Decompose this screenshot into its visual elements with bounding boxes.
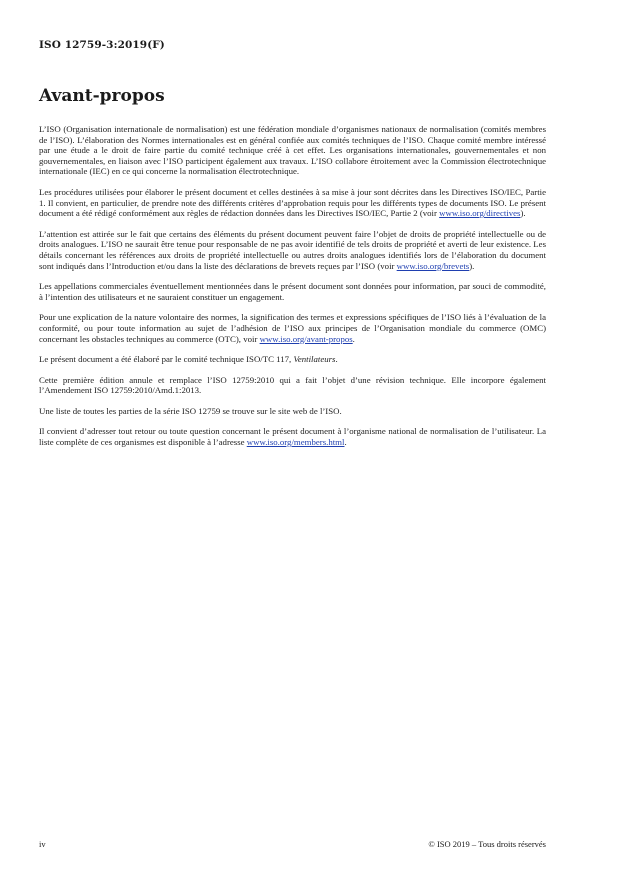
page-number: iv bbox=[39, 839, 46, 849]
copyright-notice: © ISO 2019 – Tous droits réservés bbox=[428, 839, 546, 849]
paragraph-text: Les procédures utilisées pour élaborer le présent document et celles destinées à sa mise à jour sont décrites dans les Directives ISO/IEC, Partie 1. Il convient, en particulier, de prendre note des différents critères d’approbation requis pour les différents types de documents ISO. Le présent document a été rédigé conformément aux règles de rédaction données dans les Directives ISO/IEC, Partie 2 (voir bbox=[39, 186, 546, 219]
document-id: ISO 12759-3:2019(F) bbox=[39, 39, 165, 51]
paragraph-text: Le présent document a été élaboré par le comité technique ISO/TC 117, bbox=[39, 354, 294, 365]
paragraph-tail: . bbox=[335, 354, 338, 365]
committee-name: Ventilateurs bbox=[293, 354, 336, 365]
directives-link[interactable]: www.iso.org/directives bbox=[439, 208, 521, 219]
paragraph-iso-intro: L’ISO (Organisation internationale de normalisation) est une fédération mondiale d’organismes nationaux de normalisation (comités membres de l’ISO). L’élaboration des Normes internationales est en général confiée aux comités techniques de l’ISO. Chaque comité membre intéressé par une étude a le droit de faire partie du comité technique créé à cet effet. Les organisations internationales, gouvernementales et non gouvernementales, en liaison avec l’ISO participent également aux travaux. L’ISO collabore étroitement avec la Commission électrotechnique internationale (IEC) en ce qui concerne la normalisation électrotechnique. bbox=[39, 124, 546, 177]
paragraph-feedback bbox=[39, 426, 546, 447]
paragraph-procedures bbox=[39, 187, 546, 219]
patents-link[interactable]: www.iso.org/brevets bbox=[396, 260, 470, 271]
paragraph-text: Pour une explication de la nature volontaire des normes, la signification des termes et expressions spécifiques de l’ISO liés à l’évaluation de la conformité, ou pour toute information au sujet de l’adhésion de l’ISO aux principes de l’Organisation mondiale du commerce (OMC) concernant les obstacles techniques au commerce (OTC), voir bbox=[39, 312, 546, 344]
paragraph-voluntary bbox=[39, 312, 546, 344]
paragraph-text: Il convient d’adresser tout retour ou toute question concernant le présent document à l’organisme national de normalisation de l’utilisateur. La liste complète de ces organismes est disponible à l’adresse bbox=[39, 426, 546, 448]
foreword-body bbox=[39, 124, 546, 458]
paragraph-trade-names: Les appellations commerciales éventuellement mentionnées dans le présent document sont données pour information, par souci de commodité, à l’intention des utilisateurs et ne sauraient constituer un engagement. bbox=[39, 281, 546, 302]
paragraph-patents bbox=[39, 229, 546, 271]
page-title: Avant-propos bbox=[39, 86, 165, 106]
paragraph-tail: . bbox=[352, 333, 355, 344]
paragraph-tail: . bbox=[344, 437, 347, 448]
paragraph-series: Une liste de toutes les parties de la série ISO 12759 se trouve sur le site web de l’ISO. bbox=[39, 405, 342, 416]
paragraph-tail: ). bbox=[520, 208, 526, 219]
paragraph-committee bbox=[39, 354, 546, 365]
foreword-link[interactable]: www.iso.org/avant-propos bbox=[259, 333, 353, 344]
paragraph-tail: ). bbox=[469, 260, 475, 271]
members-link[interactable]: www.iso.org/members.html bbox=[246, 437, 345, 448]
paragraph-edition: Cette première édition annule et remplace l’ISO 12759:2010 qui a fait l’objet d’une révision technique. Elle incorpore également l’Amendement ISO 12759:2010/Amd.1:2013. bbox=[39, 374, 546, 396]
paragraph-text: L’attention est attirée sur le fait que certains des éléments du présent document peuvent faire l’objet de droits de propriété intellectuelle ou de droits analogues. L’ISO ne saurait être tenue pour responsable de ne pas avoir identifié de tels droits de propriété et averti de leur existence. Les détails concernant les références aux droits de propriété intellectuelle ou autres droits analogues identifiés lors de l’élaboration du document sont indiqués dans l’Introduction et/ou dans la liste des déclarations de brevets reçues par l’ISO (voir bbox=[39, 228, 546, 271]
